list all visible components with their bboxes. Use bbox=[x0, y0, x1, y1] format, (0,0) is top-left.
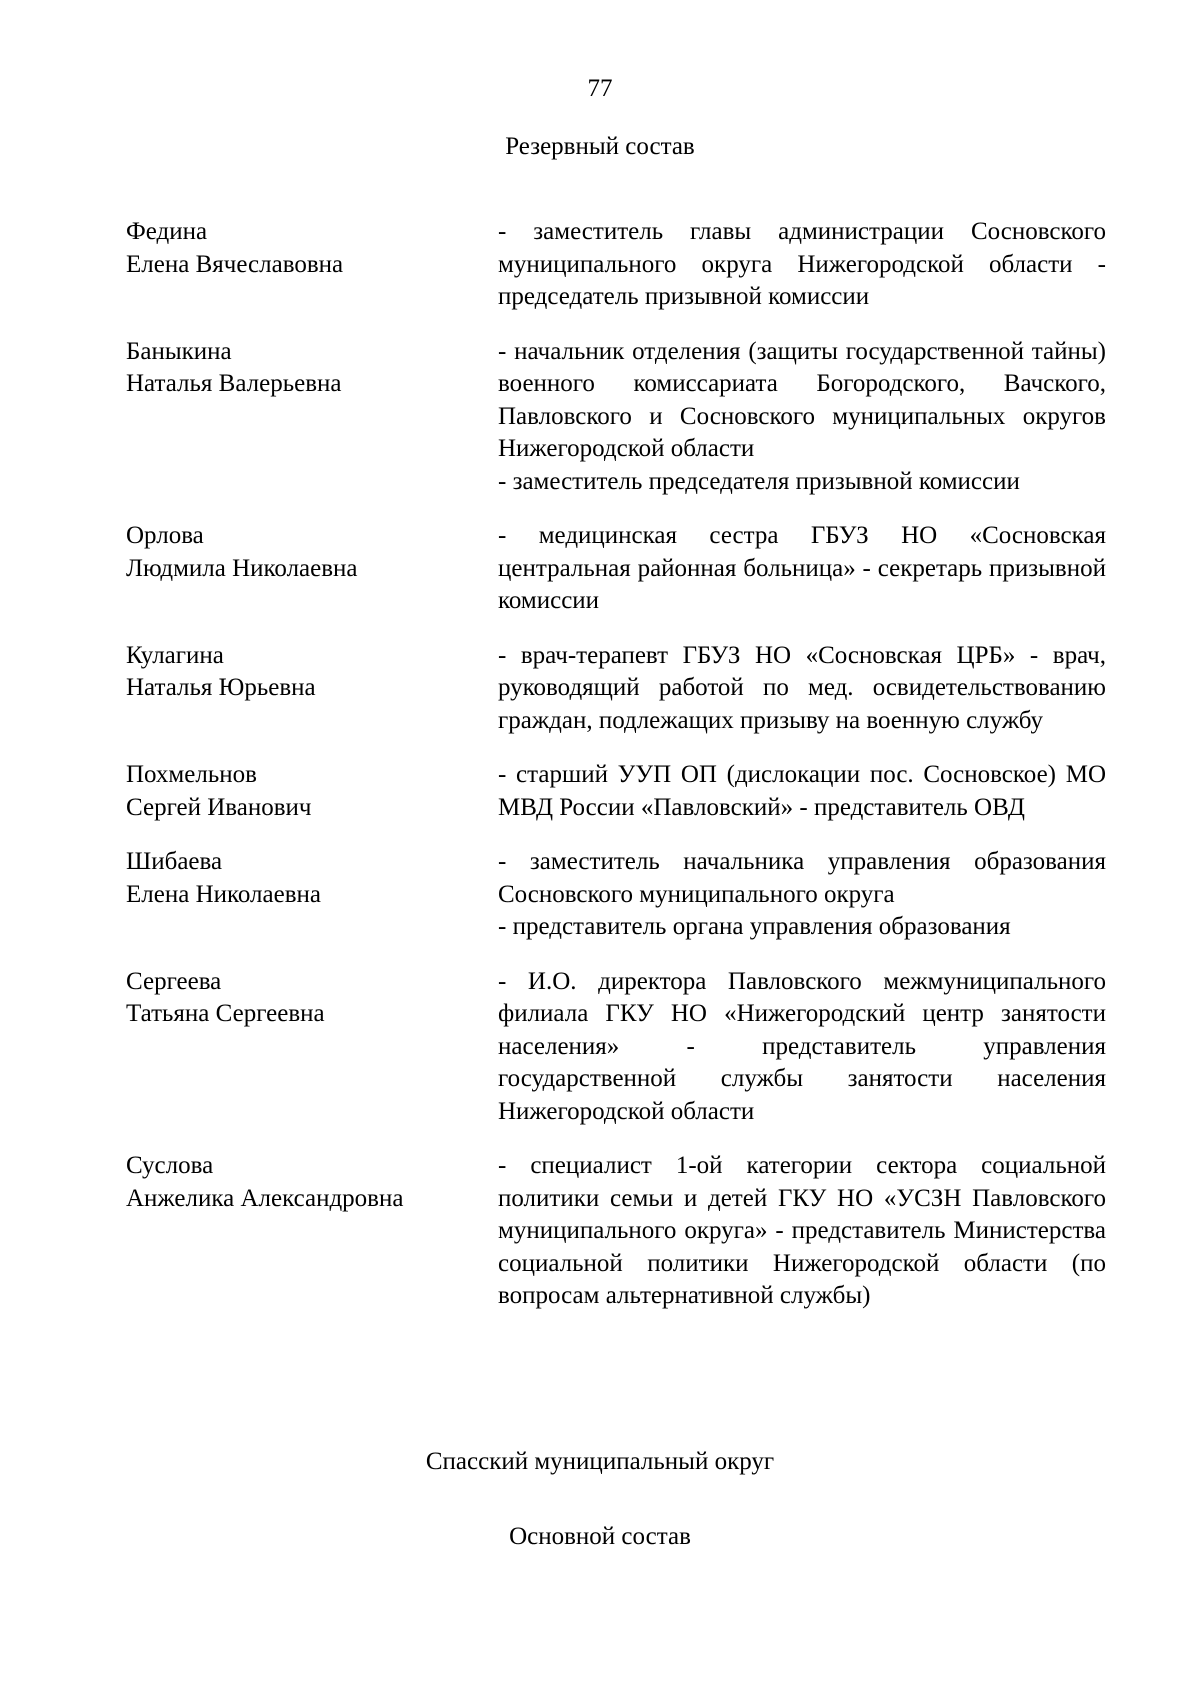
member-role: - И.О. директора Павловского межмуниципального филиала ГКУ НО «Нижегородский центр занятости населения» - представитель управления государственной службы занятости населения Нижегородской области bbox=[498, 967, 1106, 1125]
member-name: Баныкина Наталья Валерьевна bbox=[126, 337, 342, 397]
member-entry bbox=[126, 759, 1106, 824]
member-entry bbox=[126, 640, 1106, 738]
member-entry bbox=[126, 846, 1106, 944]
reserve-heading: Резервный состав bbox=[505, 133, 695, 160]
main-composition-heading: Основной состав bbox=[509, 1523, 691, 1550]
district-heading: Спасский муниципальный округ bbox=[425, 1448, 775, 1475]
member-role: - заместитель главы администрации Сосновского муниципального округа Нижегородской области - председатель призывной комиссии bbox=[498, 218, 1106, 310]
member-role: - врач-терапевт ГБУЗ НО «Сосновская ЦРБ» - врач, руководящий работой по мед. освидетельствованию граждан, подлежащих призыву на военную службу bbox=[498, 641, 1106, 734]
member-name: Орлова Людмила Николаевна bbox=[126, 522, 358, 582]
member-role: - заместитель начальника управления образования Сосновского муниципального округа - представитель органа управления образования bbox=[498, 848, 1106, 940]
member-name: Федина Елена Вячеславовна bbox=[126, 218, 344, 278]
member-role: - специалист 1-ой категории сектора социальной политики семьи и детей ГКУ НО «УСЗН Павловского муниципального округа» - представитель Министерства социальной политики Нижегородской области (по вопросам альтернативной службы) bbox=[498, 1152, 1106, 1309]
member-entry bbox=[126, 336, 1106, 499]
member-name: Похмельнов Сергей Иванович bbox=[126, 761, 312, 821]
member-entry bbox=[126, 520, 1106, 618]
page-number: 77 bbox=[587, 75, 613, 102]
member-name: Шибаева Елена Николаевна bbox=[126, 848, 321, 908]
member-role: - начальник отделения (защиты государственной тайны) военного комиссариата Богородского, Вачского, Павловского и Сосновского муниципальных округов Нижегородской области - заместитель председателя призывной комиссии bbox=[498, 337, 1106, 495]
member-entry bbox=[126, 966, 1106, 1129]
member-entry bbox=[126, 216, 1106, 314]
member-name: Сергеева Татьяна Сергеевна bbox=[126, 967, 325, 1027]
member-name: Суслова Анжелика Александровна bbox=[126, 1152, 404, 1212]
member-name: Кулагина Наталья Юрьевна bbox=[126, 641, 316, 701]
member-list bbox=[126, 216, 1106, 1335]
member-role: - старший УУП ОП (дислокации пос. Сосновское) МО МВД России «Павловский» - представитель ОВД bbox=[498, 761, 1106, 821]
member-role: - медицинская сестра ГБУЗ НО «Сосновская центральная районная больница» - секретарь призывной комиссии bbox=[498, 522, 1106, 614]
member-entry bbox=[126, 1150, 1106, 1313]
